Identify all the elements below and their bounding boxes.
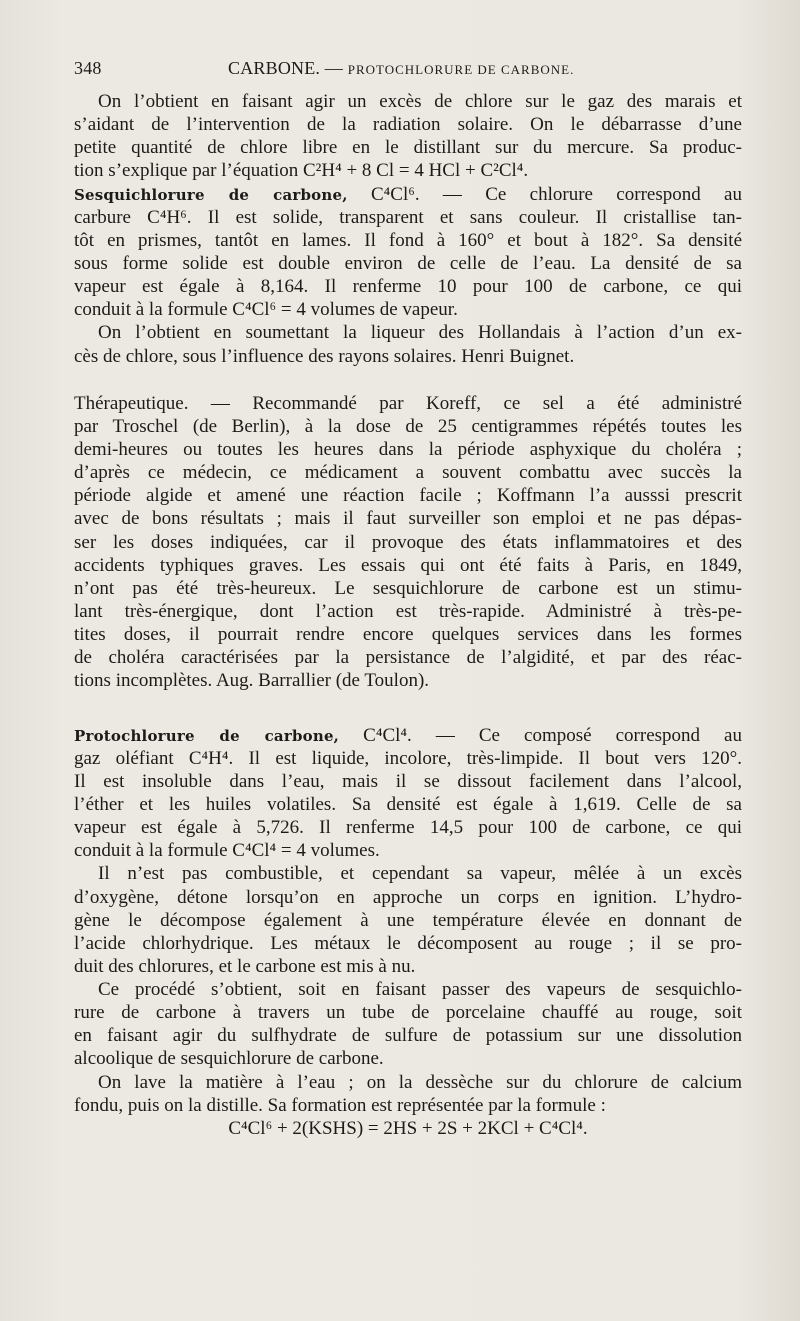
text-line: [74, 461, 742, 484]
section-gap: [74, 368, 742, 392]
text-line: [74, 484, 742, 507]
text-line: [74, 531, 742, 554]
line-text: conduit à la formule C⁴Cl⁶ = 4 volumes de vapeur.: [74, 299, 458, 321]
line-text: tôt en prismes, tantôt en lames. Il fond à 160° et bout à 182°. Sa densité: [74, 229, 742, 251]
text-line: [74, 136, 742, 159]
text-line: [74, 747, 742, 770]
section-heading: Sesquichlorure de carbone,: [74, 185, 348, 204]
line-text: demi-heures ou toutes les heures dans la période asphyxique du choléra ;: [74, 438, 742, 460]
text-line: [74, 793, 742, 816]
line-text: lant très-énergique, dont l’action est très-rapide. Administré à très-pe-: [74, 600, 742, 622]
line-text: Il n’est pas combustible, et cependant sa vapeur, mêlée à un excès: [98, 863, 742, 885]
line-text: On l’obtient en soumettant la liqueur des Hollandais à l’action d’un ex-: [98, 322, 742, 344]
text-line: [74, 252, 742, 275]
page-header: [74, 58, 754, 86]
line-text: alcoolique de sesquichlorure de carbone.: [74, 1048, 384, 1070]
line-text: d’après ce médecin, ce médicament a souvent combattu avec succès la: [74, 462, 742, 484]
text-line: [74, 909, 742, 932]
line-text: n’ont pas été très-heureux. Le sesquichlorure de carbone est un stimu-: [74, 577, 742, 599]
line-text: C⁴Cl⁶. — Ce chlorure correspond au: [347, 183, 742, 205]
line-text: ser les doses indiquées, car il provoque des états inflammatoires et des: [74, 531, 742, 553]
text-line: [74, 646, 742, 669]
text-line: [74, 1071, 742, 1094]
text-line: [74, 438, 742, 461]
line-text: vapeur est égale à 5,726. Il renferme 14,5 pour 100 de carbone, ce qui: [74, 817, 742, 839]
running-head-sub: PROTOCHLORURE DE CARBONE.: [347, 62, 575, 77]
line-text: d’oxygène, détone lorsqu’on en approche un corps en ignition. L’hydro-: [74, 886, 742, 908]
text-line: [74, 1117, 742, 1140]
line-text: en faisant agir du sulfhydrate de sulfure de potassium sur une dissolution: [74, 1025, 742, 1047]
section-gap: [74, 693, 742, 724]
line-text: l’acide chlorhydrique. Les métaux le décomposent au rouge ; il se pro-: [74, 932, 742, 954]
running-head: [228, 58, 574, 79]
text-line: [74, 932, 742, 955]
line-text: C⁴Cl⁴. — Ce composé correspond au: [339, 724, 742, 746]
line-text: carbure C⁴H⁶. Il est solide, transparent et sans couleur. Il cristallise tan-: [74, 206, 742, 228]
text-line: [74, 392, 742, 415]
text-line: [74, 1001, 742, 1024]
text-line: [74, 183, 742, 206]
line-text: On lave la matière à l’eau ; on la dessèche sur du chlorure de calcium: [98, 1071, 742, 1093]
line-text: accidents typhiques graves. Les essais qui ont été faits à Paris, en 1849,: [74, 554, 742, 576]
line-text: Il est insoluble dans l’eau, mais il se dissout facilement dans l’alcool,: [74, 770, 742, 792]
line-text: tion s’explique par l’équation C²H⁴ + 8 Cl = 4 HCl + C²Cl⁴.: [74, 160, 529, 182]
text-line: [74, 206, 742, 229]
text-line: [74, 345, 742, 368]
text-line: [74, 1094, 742, 1117]
text-line: [74, 886, 742, 909]
line-text: sous forme solide est double environ de celle de l’eau. La densité de sa: [74, 252, 742, 274]
text-line: [74, 770, 742, 793]
text-line: [74, 1024, 742, 1047]
line-text: tites doses, il pourrait rendre encore quelques services dans les formes: [74, 624, 742, 646]
text-line: [74, 275, 742, 298]
line-text: conduit à la formule C⁴Cl⁴ = 4 volumes.: [74, 840, 380, 862]
line-text: gaz oléfiant C⁴H⁴. Il est liquide, incolore, très-limpide. Il bout vers 120°.: [74, 747, 742, 769]
line-text: fondu, puis on la distille. Sa formation est représentée par la formule :: [74, 1094, 606, 1116]
text-line: [74, 507, 742, 530]
line-text: de choléra caractérisées par la persistance de l’algidité, et par des réac-: [74, 647, 742, 669]
text-line: [74, 577, 742, 600]
line-text: vapeur est égale à 8,164. Il renferme 10 pour 100 de carbone, ce qui: [74, 276, 742, 298]
text-line: [74, 816, 742, 839]
text-line: [74, 862, 742, 885]
text-line: [74, 554, 742, 577]
text-line: [74, 159, 742, 182]
text-line: [74, 978, 742, 1001]
line-text: rure de carbone à travers un tube de porcelaine chauffé au rouge, soit: [74, 1002, 742, 1024]
line-text: avec de bons résultats ; mais il faut surveiller son emploi et ne pas dépas-: [74, 508, 742, 530]
text-line: [74, 321, 742, 344]
text-line: [74, 90, 742, 113]
text-line: [74, 229, 742, 252]
line-text: duit des chlorures, et le carbone est mis à nu.: [74, 955, 416, 977]
line-text: gène le décompose également à une température élevée en donnant de: [74, 909, 742, 931]
line-text: s’aidant de l’intervention de la radiation solaire. On le débarrasse d’une: [74, 114, 742, 136]
text-line: [74, 113, 742, 136]
line-text: par Troschel (de Berlin), à la dose de 25 centigrammes répétés toutes les: [74, 415, 742, 437]
running-head-main: CARBONE. —: [228, 58, 344, 78]
line-text: On l’obtient en faisant agir un excès de chlore sur le gaz des marais et: [98, 91, 742, 112]
line-text: Thérapeutique. — Recommandé par Koreff, ce sel a été administré: [74, 392, 742, 414]
line-text: tions incomplètes. Aug. Barrallier (de Toulon).: [74, 670, 430, 692]
text-line: [74, 955, 742, 978]
line-text: C⁴Cl⁶ + 2(KSHS) = 2HS + 2S + 2KCl + C⁴Cl⁴.: [228, 1117, 588, 1139]
section-heading: Protochlorure de carbone,: [74, 726, 340, 745]
text-line: [74, 298, 742, 321]
text-line: [74, 839, 742, 862]
line-text: petite quantité de chlore libre en le distillant sur du mercure. Sa produc-: [74, 137, 742, 159]
page-number: 348: [74, 58, 102, 78]
line-text: l’éther et les huiles volatiles. Sa densité est égale à 1,619. Celle de sa: [74, 793, 742, 815]
text-line: [74, 1047, 742, 1070]
text-line: [74, 415, 742, 438]
text-line: [74, 623, 742, 646]
text-line: [74, 724, 742, 747]
line-text: période algide et amené une réaction facile ; Koffmann l’a ausssi prescrit: [74, 485, 742, 507]
line-text: cès de chlore, sous l’influence des rayons solaires. Henri Buignet.: [74, 345, 575, 367]
body-text: [74, 90, 742, 1140]
text-line: [74, 669, 742, 692]
text-line: [74, 600, 742, 623]
line-text: Ce procédé s’obtient, soit en faisant passer des vapeurs de sesquichlo-: [98, 979, 742, 1001]
